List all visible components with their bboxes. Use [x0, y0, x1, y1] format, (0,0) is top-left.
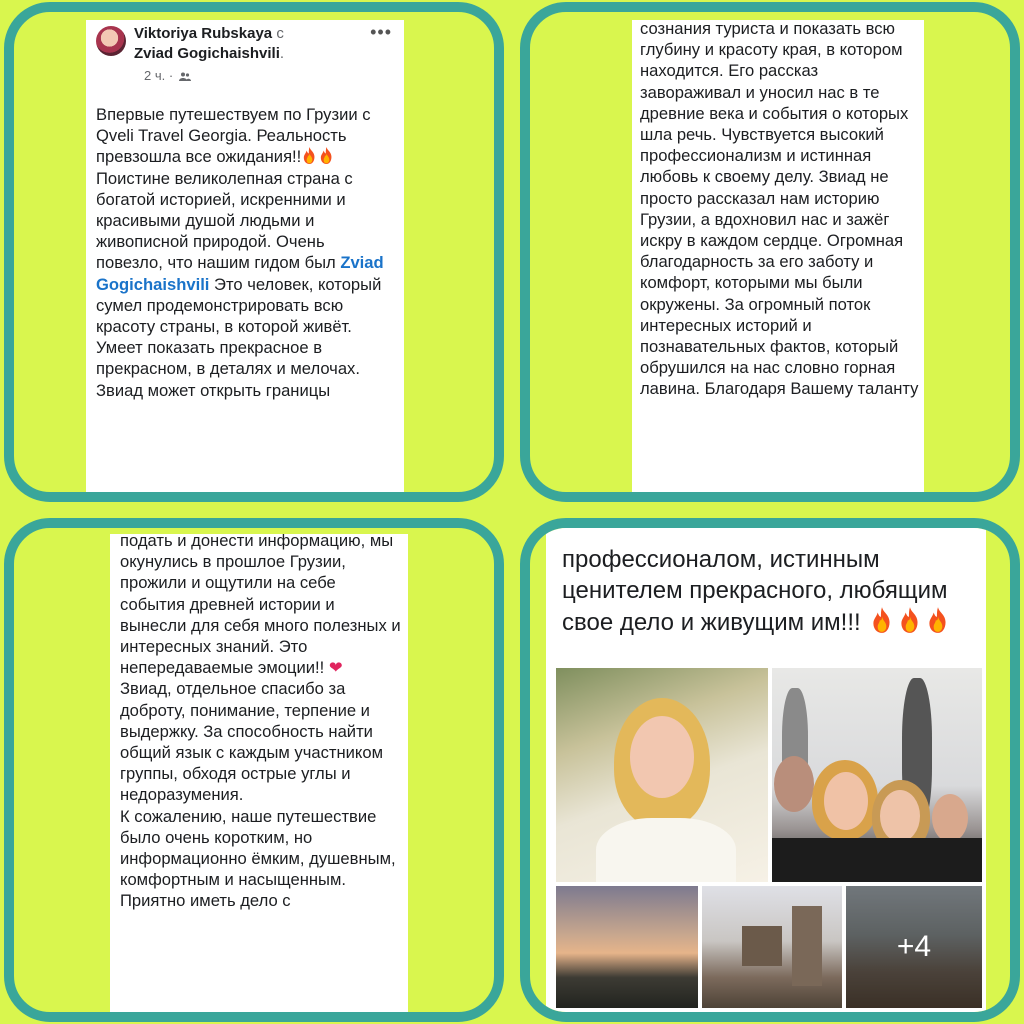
- post-time[interactable]: 2 ч.: [144, 68, 166, 83]
- photo-group-statue[interactable]: [772, 668, 982, 882]
- post-text-part-a: подать и донести информацию, мы окунулись в прошлое Грузии, прожили и ощутили на себе события древней истории и вынесли для себя много полезных и интересных знаний. Это непередаваемые эмоции!!: [120, 534, 401, 678]
- review-panel-4: [520, 518, 1020, 1022]
- post-text-ending: [562, 544, 982, 638]
- post-end-card: [546, 528, 986, 1012]
- facebook-post-card: [86, 20, 404, 494]
- post-text-continued: сознания туриста и показать всю глубину и красоту края, в котором находится. Его рассказ завораживал и уносил нас в те древние века и события о которых шла речь. Чувствуется высокий профессионализм и истинная любовь к своему делу. Звиад не просто рассказал нам историю Грузии, а вдохновил нас и зажёг искру в каждом сердце. Огромная благодарность за его заботу и комфорт, которыми мы были окружены. За огромный поток интересных историй и познавательных фактов, который обрушился на нас словно горная лавина. Благодаря Вашему таланту: [640, 20, 919, 399]
- heart-emoji-icon: ❤: [328, 658, 343, 678]
- review-panel-1: [4, 2, 504, 502]
- photo-selfie-woman[interactable]: [556, 668, 768, 882]
- post-meta: 2 ч. ·: [144, 68, 191, 83]
- post-text: [96, 104, 396, 401]
- post-text-continued-2: [120, 534, 404, 912]
- author-avatar[interactable]: [96, 26, 126, 56]
- post-continuation-card: [632, 20, 924, 496]
- author-name[interactable]: Viktoriya Rubskaya: [134, 25, 273, 42]
- tagged-person[interactable]: Zviad Gogichaishvili: [134, 45, 280, 62]
- friends-icon: [179, 72, 191, 81]
- post-header: [86, 20, 404, 98]
- post-continuation-card-2: [110, 534, 408, 1012]
- with-word: с: [276, 25, 284, 42]
- fire-emoji-icon: [318, 146, 335, 165]
- fire-emoji-icon: [925, 606, 951, 634]
- review-panel-2: [520, 2, 1020, 502]
- more-photos-count[interactable]: +4: [846, 886, 982, 1008]
- photo-fortress[interactable]: [702, 886, 842, 1008]
- post-text-part-2: Поистине великолепная страна с богатой историей, искренними и красивыми душой людьми и живописной природой. Очень повезло, что нашим гидом был: [96, 168, 353, 273]
- post-text-part-b: Звиад, отдельное спасибо за доброту, понимание, терпение и выдержку. За способность найти общий язык с каждым участником группы, обходя острые углы и недоразумения. К сожалению, наше путешествие было очень коротким, но информационно ёмким, душевным, комфортным и насыщенным. Приятно иметь дело с: [120, 679, 396, 911]
- fire-emoji-icon: [897, 606, 923, 634]
- mention-link[interactable]: Zviad Gogichaishvili: [96, 253, 384, 294]
- post-author-line: Viktoriya Rubskaya с Zviad Gogichaishvili.: [134, 25, 285, 62]
- post-text-part-1: Впервые путешествуем по Грузии с Qveli Travel Georgia. Реальность превзошла все ожидания!!: [96, 105, 371, 167]
- more-dots-icon[interactable]: •••: [370, 22, 392, 42]
- review-panel-3: [4, 518, 504, 1022]
- post-text-final: профессионалом, истинным ценителем прекрасного, любящим свое дело и живущим им!!!: [562, 546, 948, 636]
- photo-sunset-mountains[interactable]: [556, 886, 698, 1008]
- post-text-part-3: Это человек, который сумел продемонстрировать всю красоту страны, в которой живёт. Умеет показать прекрасное в прекрасном, в деталях и мелочах. Звиад может открыть границы: [96, 274, 382, 400]
- fire-emoji-icon: [869, 606, 895, 634]
- photo-more-city[interactable]: [846, 886, 982, 1008]
- fire-emoji-icon: [301, 146, 318, 165]
